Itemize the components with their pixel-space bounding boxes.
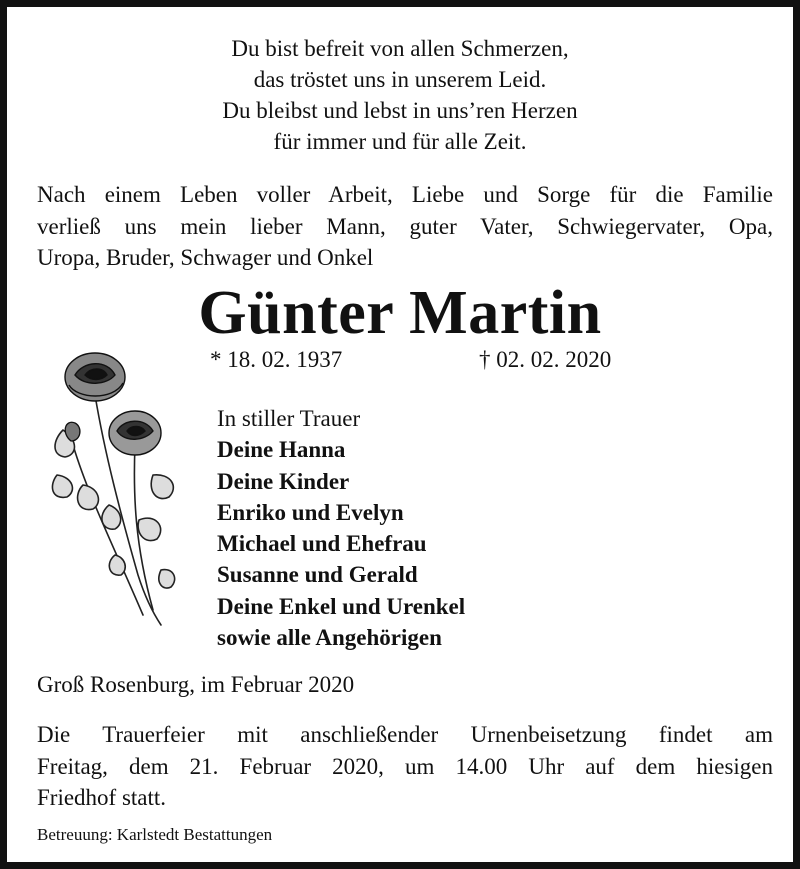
service-line: Friedhof statt. bbox=[37, 785, 167, 810]
intro-line: Uropa, Bruder, Schwager und Onkel bbox=[37, 245, 374, 270]
service-line: Freitag, dem 21. Februar 2020, um 14.00 Uhr auf dem hiesigen bbox=[37, 753, 773, 779]
roses-icon bbox=[43, 345, 183, 630]
poem-line: das tröstet uns in unserem Leid. bbox=[253, 67, 547, 92]
mourner-name: Deine Kinder bbox=[217, 468, 350, 494]
mourner-name: Deine Enkel und Urenkel bbox=[217, 593, 466, 619]
service-info bbox=[37, 719, 773, 814]
intro-line: Nach einem Leben voller Arbeit, Liebe und Sorge für die Familie bbox=[37, 182, 773, 207]
deceased-name: Günter Martin bbox=[198, 279, 602, 347]
birth-date: * 18. 02. 1937 bbox=[210, 347, 343, 372]
mourner-name: Enriko und Evelyn bbox=[217, 499, 404, 525]
mourner-name: Deine Hanna bbox=[217, 437, 346, 463]
poem-line: Du bleibst und lebst in uns’ren Herzen bbox=[222, 98, 578, 123]
intro-text bbox=[37, 179, 773, 274]
mourner-name: Michael und Ehefrau bbox=[217, 531, 427, 557]
mourners-list bbox=[217, 403, 465, 653]
poem-line: für immer und für alle Zeit. bbox=[273, 129, 527, 154]
death-date: † 02. 02. 2020 bbox=[479, 347, 612, 372]
poem bbox=[7, 33, 793, 157]
intro-line: verließ uns mein lieber Mann, guter Vater, Schwiegervater, Opa, bbox=[37, 213, 773, 239]
service-line: Die Trauerfeier mit anschließender Urnenbeisetzung findet am bbox=[37, 722, 773, 747]
place-date: Groß Rosenburg, im Februar 2020 bbox=[37, 672, 355, 697]
undertaker-credit: Betreuung: Karlstedt Bestattungen bbox=[37, 825, 273, 844]
mourner-name: Susanne und Gerald bbox=[217, 562, 418, 588]
mourners-heading: In stiller Trauer bbox=[217, 406, 361, 431]
poem-line: Du bist befreit von allen Schmerzen, bbox=[231, 36, 569, 61]
mourner-name: sowie alle Angehörigen bbox=[217, 625, 442, 651]
